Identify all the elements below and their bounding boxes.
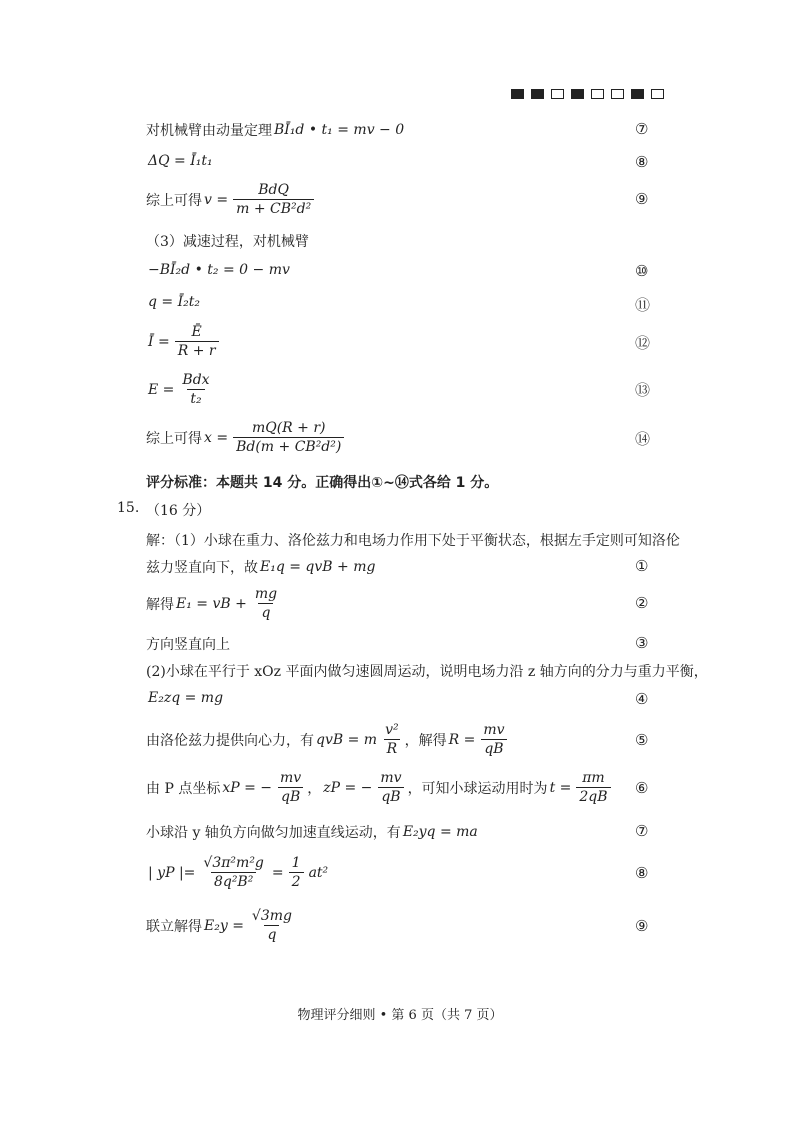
- line-text: ，可知小球运动用时为: [407, 780, 548, 797]
- line-math: Ī =: [148, 333, 170, 350]
- numerator: BdQ: [258, 182, 289, 198]
- marker-2: ②: [635, 594, 649, 612]
- line-text: 小球沿 y 轴负方向做匀加速直线运动，有: [146, 825, 401, 841]
- marker-1: ①: [635, 557, 649, 575]
- line-math: t =: [549, 779, 572, 796]
- line-text: 综上可得: [146, 430, 202, 447]
- line-text: 评分标准：本题共 14 分。正确得出①~⑭式各给 1 分。: [146, 475, 499, 491]
- fraction: [382, 722, 402, 757]
- line-text: 联立解得: [146, 918, 202, 935]
- line-math: ΔQ = Ī₁t₁: [148, 153, 213, 169]
- denominator: qB: [378, 787, 403, 805]
- section-3-heading: [146, 231, 309, 251]
- numerator: mv: [280, 770, 302, 786]
- line-math: xP = −: [222, 779, 273, 796]
- equation-line-9: [146, 182, 317, 217]
- marker-8: ⑧: [635, 153, 649, 171]
- numerator: πm: [582, 770, 605, 786]
- denominator: 2: [289, 872, 304, 890]
- denominator: q: [264, 925, 279, 943]
- line-math: =: [271, 864, 284, 881]
- line-math: −BĪ₂d • t₂ = 0 − mv: [148, 262, 290, 278]
- line-math: x =: [204, 429, 229, 446]
- numerator: mg: [254, 586, 278, 602]
- line-math: R =: [448, 731, 476, 748]
- equation-line-14: [146, 420, 347, 455]
- denominator: m + CB²d²: [233, 199, 314, 217]
- q15-line-7: [146, 822, 480, 842]
- code-square-2: [531, 89, 544, 99]
- denominator: 2qB: [576, 787, 610, 805]
- marker-4: ④: [635, 690, 649, 708]
- q15-line-2: [146, 586, 283, 621]
- numerator: mv: [483, 722, 505, 738]
- line-math: qvB = m: [316, 731, 378, 748]
- fraction: [576, 770, 610, 805]
- line-text: 由 P 点坐标: [146, 780, 221, 797]
- marker-9: ⑨: [635, 190, 649, 208]
- marker-10: ⑩: [635, 262, 649, 280]
- code-square-5: [591, 89, 604, 99]
- code-square-6: [611, 89, 624, 99]
- numerator: v²: [385, 722, 399, 738]
- line-math: zP = −: [323, 779, 373, 796]
- marker-3: ③: [635, 634, 649, 652]
- marker-7: ⑦: [635, 120, 649, 138]
- denominator: Bd(m + CB²d²): [233, 437, 344, 455]
- fraction: [480, 722, 507, 757]
- fraction: [289, 855, 304, 890]
- line-math: BĪ₁d • t₁ = mv − 0: [274, 122, 405, 138]
- page-footer: 物理评分细则 • 第 6 页（共 7 页）: [297, 1008, 503, 1023]
- line-math: E₁ = vB +: [176, 595, 247, 612]
- numerator: Ē: [191, 324, 202, 340]
- line-text: ，: [307, 780, 322, 797]
- line-text: (2)小球在平行于 xOz 平面内做匀速圆周运动，说明电场力沿 z 轴方向的分力与重力平衡，: [146, 664, 708, 680]
- marker-11: ⑪: [635, 296, 651, 314]
- line-text: （3）减速过程，对机械臂: [146, 234, 309, 250]
- fraction: [277, 770, 304, 805]
- equation-line-10: [146, 262, 292, 278]
- numerator: √3mg: [251, 908, 292, 924]
- code-square-8: [651, 89, 664, 99]
- line-math: | yP |=: [148, 864, 196, 881]
- q15-intro: [146, 530, 680, 550]
- line-text: ，解得: [404, 732, 447, 749]
- denominator: R: [384, 739, 401, 757]
- marker-14: ⑭: [635, 430, 651, 448]
- page-code-squares: [511, 89, 664, 99]
- q15-line-9: [146, 908, 298, 943]
- line-text: 解得: [146, 596, 174, 613]
- line-text: 综上可得: [146, 192, 202, 209]
- equation-line-11: [146, 294, 202, 310]
- denominator: 8q²B²: [211, 872, 256, 890]
- numerator: √3π²m²g: [203, 855, 264, 871]
- q15-line-4: [146, 690, 225, 706]
- line-math: E =: [148, 381, 175, 398]
- line-text: 兹力竖直向下，故: [146, 560, 258, 576]
- denominator: t₂: [187, 389, 204, 407]
- fraction: [252, 586, 280, 621]
- code-square-4: [571, 89, 584, 99]
- fraction: [179, 372, 212, 407]
- numerator: Bdx: [182, 372, 210, 388]
- fraction: [233, 420, 344, 455]
- equation-line-12: [146, 324, 222, 359]
- line-math: at²: [308, 864, 329, 881]
- marker-6: ⑥: [635, 779, 649, 797]
- numerator: 1: [291, 855, 301, 871]
- line-math: v =: [204, 191, 229, 208]
- numerator: mQ(R + r): [251, 420, 326, 436]
- equation-line-8: [146, 153, 215, 169]
- line-math: E₂zq = mg: [148, 690, 224, 706]
- denominator: qB: [481, 739, 506, 757]
- marker-8b: ⑧: [635, 864, 649, 882]
- line-math: q = Ī₂t₂: [148, 294, 200, 310]
- code-square-7: [631, 89, 644, 99]
- marker-12: ⑫: [635, 334, 651, 352]
- fraction: [377, 770, 404, 805]
- fraction: [200, 855, 267, 890]
- line-text: 由洛伦兹力提供向心力，有: [146, 732, 314, 749]
- line-text: 对机械臂由动量定理: [146, 123, 272, 139]
- q15-part-2: [146, 661, 708, 681]
- fraction: [175, 324, 219, 359]
- code-square-3: [551, 89, 564, 99]
- code-square-1: [511, 89, 524, 99]
- line-math: E₁q = qvB + mg: [260, 559, 376, 575]
- fraction: [249, 908, 295, 943]
- question-number: 15.: [117, 500, 140, 516]
- line-math: E₂yq = ma: [402, 824, 478, 840]
- q15-line-1: [146, 557, 377, 577]
- q15-line-5: [146, 722, 511, 757]
- q15-line-6: [146, 770, 614, 805]
- denominator: R + r: [175, 341, 219, 359]
- line-text: 解：（1）小球在重力、洛伦兹力和电场力作用下处于平衡状态，根据左手定则可知洛伦: [146, 533, 680, 549]
- q15-line-3: [146, 634, 230, 654]
- q15-line-8: [146, 855, 330, 890]
- question-score: （16 分）: [146, 503, 211, 519]
- equation-line-7: [146, 120, 406, 140]
- numerator: mv: [380, 770, 402, 786]
- denominator: q: [258, 603, 273, 621]
- fraction: [233, 182, 314, 217]
- denominator: qB: [278, 787, 303, 805]
- line-math: E₂y =: [204, 917, 244, 934]
- marker-7b: ⑦: [635, 822, 649, 840]
- marker-13: ⑬: [635, 381, 651, 399]
- grading-standard: [146, 472, 498, 492]
- line-text: 方向竖直向上: [146, 637, 230, 653]
- equation-line-13: [146, 372, 216, 407]
- marker-9b: ⑨: [635, 917, 649, 935]
- marker-5: ⑤: [635, 731, 649, 749]
